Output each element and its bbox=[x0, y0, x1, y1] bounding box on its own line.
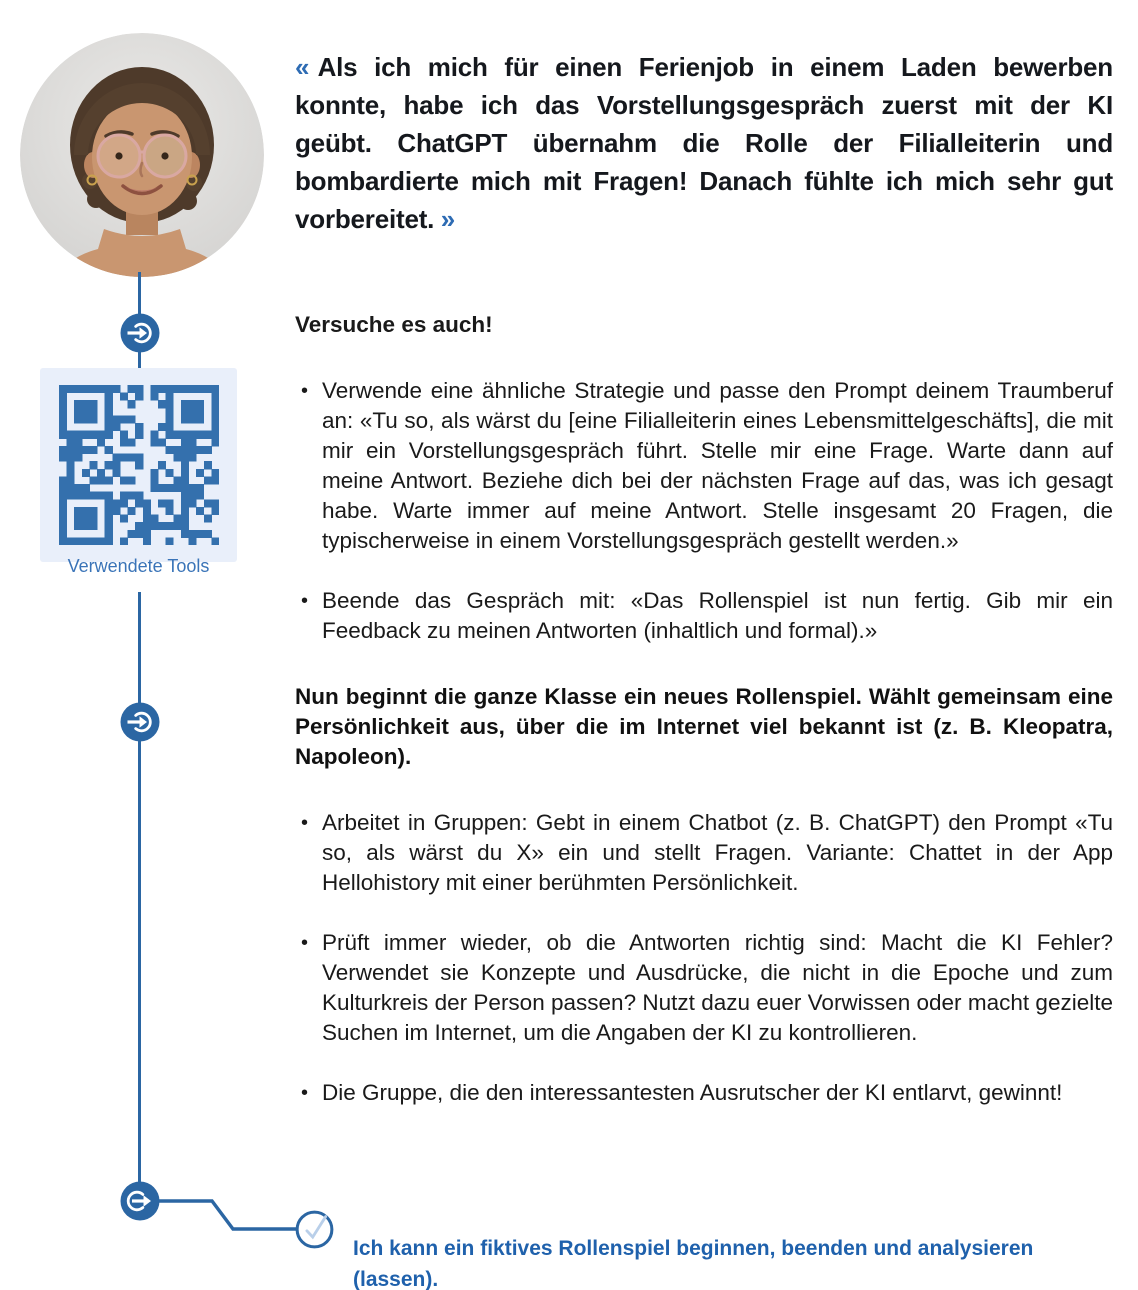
list-item bbox=[322, 928, 1113, 1048]
class-task-paragraph: Nun beginnt die ganze Klasse ein neues Rollenspiel. Wählt gemeinsam eine Persönlichkeit aus, über die im Internet viel bekannt ist (z. B. Kleopatra, Napoleon). bbox=[295, 684, 1113, 769]
student-portrait-photo bbox=[20, 33, 264, 277]
list-item-text: Beende das Gespräch mit: «Das Rollenspiel ist nun fertig. Gib mir ein Feedback zu meinen Antworten (inhaltlich und formal).» bbox=[322, 588, 1113, 643]
list-item-text: Prüft immer wieder, ob die Antworten richtig sind: Macht die KI Fehler? Verwendet sie Konzepte und Ausdrücke, die nicht in die Epoche und zum Kulturkreis der Person passen? Nutzt dazu euer Vorwissen oder macht gezielte Suchen im Internet, um die Angaben der KI zu kontrollieren. bbox=[322, 930, 1113, 1045]
list-item bbox=[322, 376, 1113, 556]
quote-text: Als ich mich für einen Ferienjob in einem Laden bewerben konnte, habe ich das Vorstellungsgespräch zuerst mit der KI geübt. ChatGPT übernahm die Rolle der Filialleiterin und bombardierte mich mit Fragen! Danach fühlte ich mich sehr gut vorbereitet. bbox=[295, 52, 1113, 234]
list-item-text: Die Gruppe, die den interessantesten Ausrutscher der KI entlarvt, gewinnt! bbox=[322, 1080, 1063, 1105]
try-it-bullet-list bbox=[295, 376, 1113, 646]
list-item-text: Verwende eine ähnliche Strategie und passe den Prompt deinem Traumberuf an: «Tu so, als wärst du [eine Filialleiterin eines Lebensmittelgeschäfts], die mit mir ein Vorstellungsgespräch führt. Stelle mir eine Frage. Warte dann auf meine Antwort. Beziehe dich bei der nächsten Frage auf das, was ich gesagt habe. Warte immer auf meine Antwort. Stelle insgesamt 20 Fragen, die typischerweise in einem Vorstellungsgespräch gestellt werden.» bbox=[322, 378, 1113, 553]
timeline-line-segment bbox=[138, 272, 141, 315]
group-bullet-list bbox=[295, 808, 1113, 1108]
qr-label: Verwendete Tools bbox=[67, 556, 210, 576]
qr-code bbox=[40, 368, 237, 562]
list-item-text: Arbeitet in Gruppen: Gebt in einem Chatbot (z. B. ChatGPT) den Prompt «Tu so, als wärst du X» ein und stellt Fragen. Variante: Chattet in der App Hellohistory mit einer berühmten Persönlichkeit. bbox=[322, 810, 1113, 895]
timeline-line-segment bbox=[138, 592, 141, 704]
checkmark-circle-icon bbox=[294, 1209, 335, 1250]
close-guillemet: » bbox=[440, 204, 455, 234]
arrow-into-circle-icon bbox=[120, 702, 160, 742]
timeline-line-segment bbox=[138, 740, 141, 1183]
student-quote bbox=[295, 48, 1113, 238]
portrait-illustration bbox=[20, 33, 264, 277]
open-guillemet: « bbox=[295, 52, 310, 82]
main-text-column bbox=[295, 48, 1113, 1108]
section-heading: Versuche es auch! bbox=[295, 312, 493, 337]
timeline-connector-line bbox=[139, 1196, 309, 1236]
list-item bbox=[322, 1078, 1113, 1108]
arrow-into-circle-icon bbox=[120, 313, 160, 353]
competence-statement: Ich kann ein fiktives Rollenspiel beginnen, beenden und analysieren (lassen). bbox=[353, 1237, 1034, 1290]
list-item bbox=[322, 808, 1113, 898]
list-item bbox=[322, 586, 1113, 646]
